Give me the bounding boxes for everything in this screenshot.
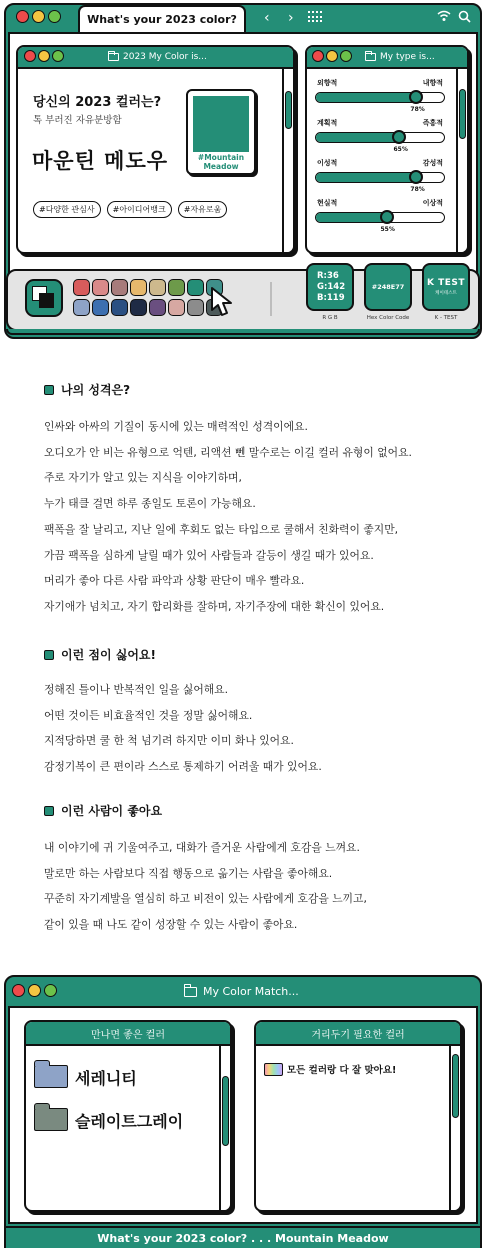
slider-right-label: 내향적 xyxy=(422,79,443,87)
tag-chip: #다양한 관심사 xyxy=(33,201,101,218)
body-line: 내 이야기에 귀 기울여주고, 대화가 즐거운 사람에게 호감을 느껴요. xyxy=(44,841,360,854)
color-swatch-button[interactable] xyxy=(168,299,185,316)
color-window xyxy=(16,45,295,254)
body-line: 어떤 것이든 비효율적인 것을 정말 싫어해요. xyxy=(44,708,253,722)
color-name: 마운틴 메도우 xyxy=(32,149,169,173)
slider-track xyxy=(315,92,445,103)
trait-slider xyxy=(307,198,453,238)
close-dot[interactable] xyxy=(24,50,36,62)
rgb-label: R G B xyxy=(322,315,338,321)
slider-percent: 78% xyxy=(410,106,425,113)
maximize-dot[interactable] xyxy=(48,10,61,23)
slider-left-label: 외향적 xyxy=(317,79,338,87)
slider-percent: 65% xyxy=(393,146,408,153)
color-swatch-button[interactable] xyxy=(73,299,90,316)
close-dot[interactable] xyxy=(16,10,29,23)
good-color-panel xyxy=(24,1020,232,1212)
dock-divider xyxy=(270,282,272,316)
body-line: 오디오가 안 비는 유형으로 억텐, 리액션 뻰 말수로는 이길 컬러 유형이 없어요. xyxy=(44,445,412,459)
bullet-square xyxy=(44,806,54,816)
good-color-item[interactable] xyxy=(26,1105,216,1135)
good-color-item[interactable] xyxy=(26,1062,216,1092)
close-dot[interactable] xyxy=(12,984,25,997)
scrollbar[interactable] xyxy=(456,69,467,252)
slider-left-label: 이성적 xyxy=(317,159,338,167)
window-controls xyxy=(16,10,61,23)
window-controls xyxy=(312,50,352,62)
rgb-g: G:142 xyxy=(317,281,346,292)
type-window-titlebar xyxy=(307,47,467,69)
bad-color-item xyxy=(264,1062,396,1076)
tag-list xyxy=(33,201,227,218)
footer-text: What's your 2023 color? . . . Mountain Meadow xyxy=(97,1231,389,1245)
slider-fill xyxy=(316,173,416,182)
good-color-title: 만나면 좋은 컬러 xyxy=(26,1022,230,1046)
color-swatch-button[interactable] xyxy=(149,279,166,296)
body-line: 누가 태클 걸면 하루 종일도 토론이 가능해요. xyxy=(44,497,256,511)
trait-slider xyxy=(307,158,453,198)
scrollbar-thumb[interactable] xyxy=(452,1054,459,1118)
body-line: 인싸와 아싸의 기질이 동시에 있는 매력적인 성격이에요. xyxy=(44,420,308,433)
body-line: 꾸준히 자기계발을 열심히 하고 비전이 있는 사람에게 호감을 느끼고, xyxy=(44,892,367,906)
hex-value: #248E77 xyxy=(371,283,405,291)
slider-fill xyxy=(316,133,399,142)
body-line: 팩폭을 잘 날리고, 지난 일에 후회도 없는 타입으로 쿨해서 친화력이 좋지만, xyxy=(44,522,399,536)
color-swatch-button[interactable] xyxy=(92,299,109,316)
color-swatch-button[interactable] xyxy=(187,299,204,316)
bad-color-text: 모든 컬러랑 다 잘 맞아요! xyxy=(287,1065,397,1076)
tab-title: What's your 2023 color? xyxy=(87,13,237,26)
cursor-arrow-icon xyxy=(209,286,237,318)
body-line: 감정기복이 큰 편이라 스스로 통제하기 어려울 때가 있어요. xyxy=(44,760,322,774)
folder-icon xyxy=(34,1065,68,1088)
section-body-likes xyxy=(44,835,367,938)
body-line: 말로만 하는 사람보다 직접 행동으로 옮기는 사람을 좋아해요. xyxy=(44,866,333,880)
color-swatch-button[interactable] xyxy=(92,279,109,296)
slider-left-label: 현실적 xyxy=(317,199,338,207)
ktest-sub: 케이테스트 xyxy=(435,291,457,296)
palette-row xyxy=(73,279,223,296)
color-swatch-button[interactable] xyxy=(130,299,147,316)
chevron-right-icon[interactable]: › xyxy=(288,10,294,26)
close-dot[interactable] xyxy=(312,50,324,62)
wifi-icon xyxy=(437,10,451,22)
maximize-dot[interactable] xyxy=(52,50,64,62)
scrollbar[interactable] xyxy=(449,1046,460,1210)
type-window-title: My type is... xyxy=(380,52,435,62)
minimize-dot[interactable] xyxy=(326,50,338,62)
good-color-name: 세레니티 xyxy=(75,1069,137,1088)
tag-chip: #자유로움 xyxy=(178,201,228,218)
color-window-title: 2023 My Color is... xyxy=(123,52,207,62)
slider-fill xyxy=(316,213,386,222)
section-body-personality xyxy=(44,414,412,620)
folder-icon xyxy=(184,987,197,997)
slider-percent: 55% xyxy=(380,226,395,233)
section-title-text: 이런 사람이 좋아요 xyxy=(61,804,163,818)
rainbow-folder-icon xyxy=(264,1063,283,1076)
browser-tab[interactable] xyxy=(78,5,246,32)
palette-row xyxy=(73,299,223,316)
color-heading: 당신의 2023 컬러는? xyxy=(33,95,162,110)
window-controls xyxy=(12,984,57,997)
body-line: 같이 있을 때 나도 같이 성장할 수 있는 사람이 좋아요. xyxy=(44,918,298,932)
bad-color-panel xyxy=(254,1020,462,1212)
body-line: 지적당하면 쿨 한 척 넘기려 하지만 이미 화나 있어요. xyxy=(44,734,294,748)
body-line: 가끔 팩폭을 심하게 날릴 때가 있어 사람들과 갈등이 생길 때가 있어요. xyxy=(44,548,374,562)
slider-percent: 78% xyxy=(410,186,425,193)
body-line: 머리가 좋아 다른 사람 파악과 상황 판단이 매우 빨라요. xyxy=(44,574,305,588)
bullet-square xyxy=(44,385,54,395)
folder-icon xyxy=(365,53,376,61)
body-line: 자기애가 넘치고, 자기 합리화를 잘하며, 자기주장에 대한 확신이 있어요. xyxy=(44,599,385,613)
section-title-text: 나의 성격은? xyxy=(61,383,131,397)
hex-box[interactable] xyxy=(364,263,412,311)
maximize-dot[interactable] xyxy=(340,50,352,62)
color-swatch-button[interactable] xyxy=(187,279,204,296)
color-swatch-card xyxy=(186,89,256,175)
app-icon[interactable] xyxy=(25,279,63,317)
search-icon[interactable] xyxy=(458,10,471,23)
chevron-left-icon[interactable]: ‹ xyxy=(264,10,270,26)
color-subheading: 톡 부러진 자유분방함 xyxy=(33,115,122,126)
ktest-label: K - TEST xyxy=(434,315,458,321)
maximize-dot[interactable] xyxy=(44,984,57,997)
slider-right-label: 감성적 xyxy=(422,159,443,167)
minimize-dot[interactable] xyxy=(38,50,50,62)
folder-icon xyxy=(34,1108,68,1131)
minimize-dot[interactable] xyxy=(28,984,41,997)
section-title-likes xyxy=(44,802,162,819)
ktest-logo: K TEST xyxy=(426,278,465,288)
tag-chip: #아이디어뱅크 xyxy=(107,201,172,218)
section-body-dislikes xyxy=(44,677,322,780)
trait-slider xyxy=(307,118,453,158)
rgb-r: R:36 xyxy=(317,270,339,281)
scrollbar[interactable] xyxy=(219,1046,230,1210)
slider-left-label: 계획적 xyxy=(317,119,338,127)
body-line: 정해진 틀이나 반복적인 일을 싫어해요. xyxy=(44,683,229,696)
color-swatch-button[interactable] xyxy=(111,299,128,316)
slider-right-label: 즉흥적 xyxy=(422,119,443,127)
section-title-dislikes xyxy=(44,646,156,663)
dock-shadow xyxy=(6,329,480,335)
swatch-label: #Mountain Meadow xyxy=(197,153,245,171)
color-swatch xyxy=(193,96,249,152)
hex-label: Hex Color Code xyxy=(366,315,410,321)
ktest-box[interactable] xyxy=(422,263,470,311)
body-line: 주로 자기가 알고 있는 지식을 이야기하며, xyxy=(44,471,242,485)
rgb-b: B:119 xyxy=(317,292,345,303)
type-window xyxy=(305,45,469,254)
section-title-text: 이런 점이 싫어요! xyxy=(61,648,156,662)
bad-color-title: 거리두기 필요한 컬러 xyxy=(256,1022,460,1046)
color-swatch-button[interactable] xyxy=(149,299,166,316)
folder-icon xyxy=(108,53,119,61)
color-swatch-button[interactable] xyxy=(168,279,185,296)
minimize-dot[interactable] xyxy=(32,10,45,23)
footer-bar xyxy=(4,1226,482,1248)
slider-track xyxy=(315,172,445,183)
window-controls xyxy=(24,50,64,62)
bullet-square xyxy=(44,650,54,660)
rgb-box[interactable] xyxy=(306,263,354,311)
trait-slider xyxy=(307,78,453,118)
color-swatch-button[interactable] xyxy=(130,279,147,296)
scrollbar-thumb[interactable] xyxy=(459,89,466,139)
scrollbar-thumb[interactable] xyxy=(285,91,292,129)
scrollbar[interactable] xyxy=(282,69,293,252)
slider-fill xyxy=(316,93,416,102)
match-window-title: My Color Match... xyxy=(203,985,299,998)
slider-track xyxy=(315,132,445,143)
color-swatch-button[interactable] xyxy=(111,279,128,296)
good-color-name: 슬레이트그레이 xyxy=(75,1112,184,1131)
grid-icon[interactable] xyxy=(308,11,322,23)
section-title-personality xyxy=(44,381,130,398)
slider-area xyxy=(307,78,453,252)
scrollbar-thumb[interactable] xyxy=(222,1076,229,1146)
slider-right-label: 이상적 xyxy=(422,199,443,207)
slider-knob[interactable] xyxy=(380,210,394,224)
color-window-titlebar xyxy=(18,47,293,69)
color-swatch-button[interactable] xyxy=(73,279,90,296)
